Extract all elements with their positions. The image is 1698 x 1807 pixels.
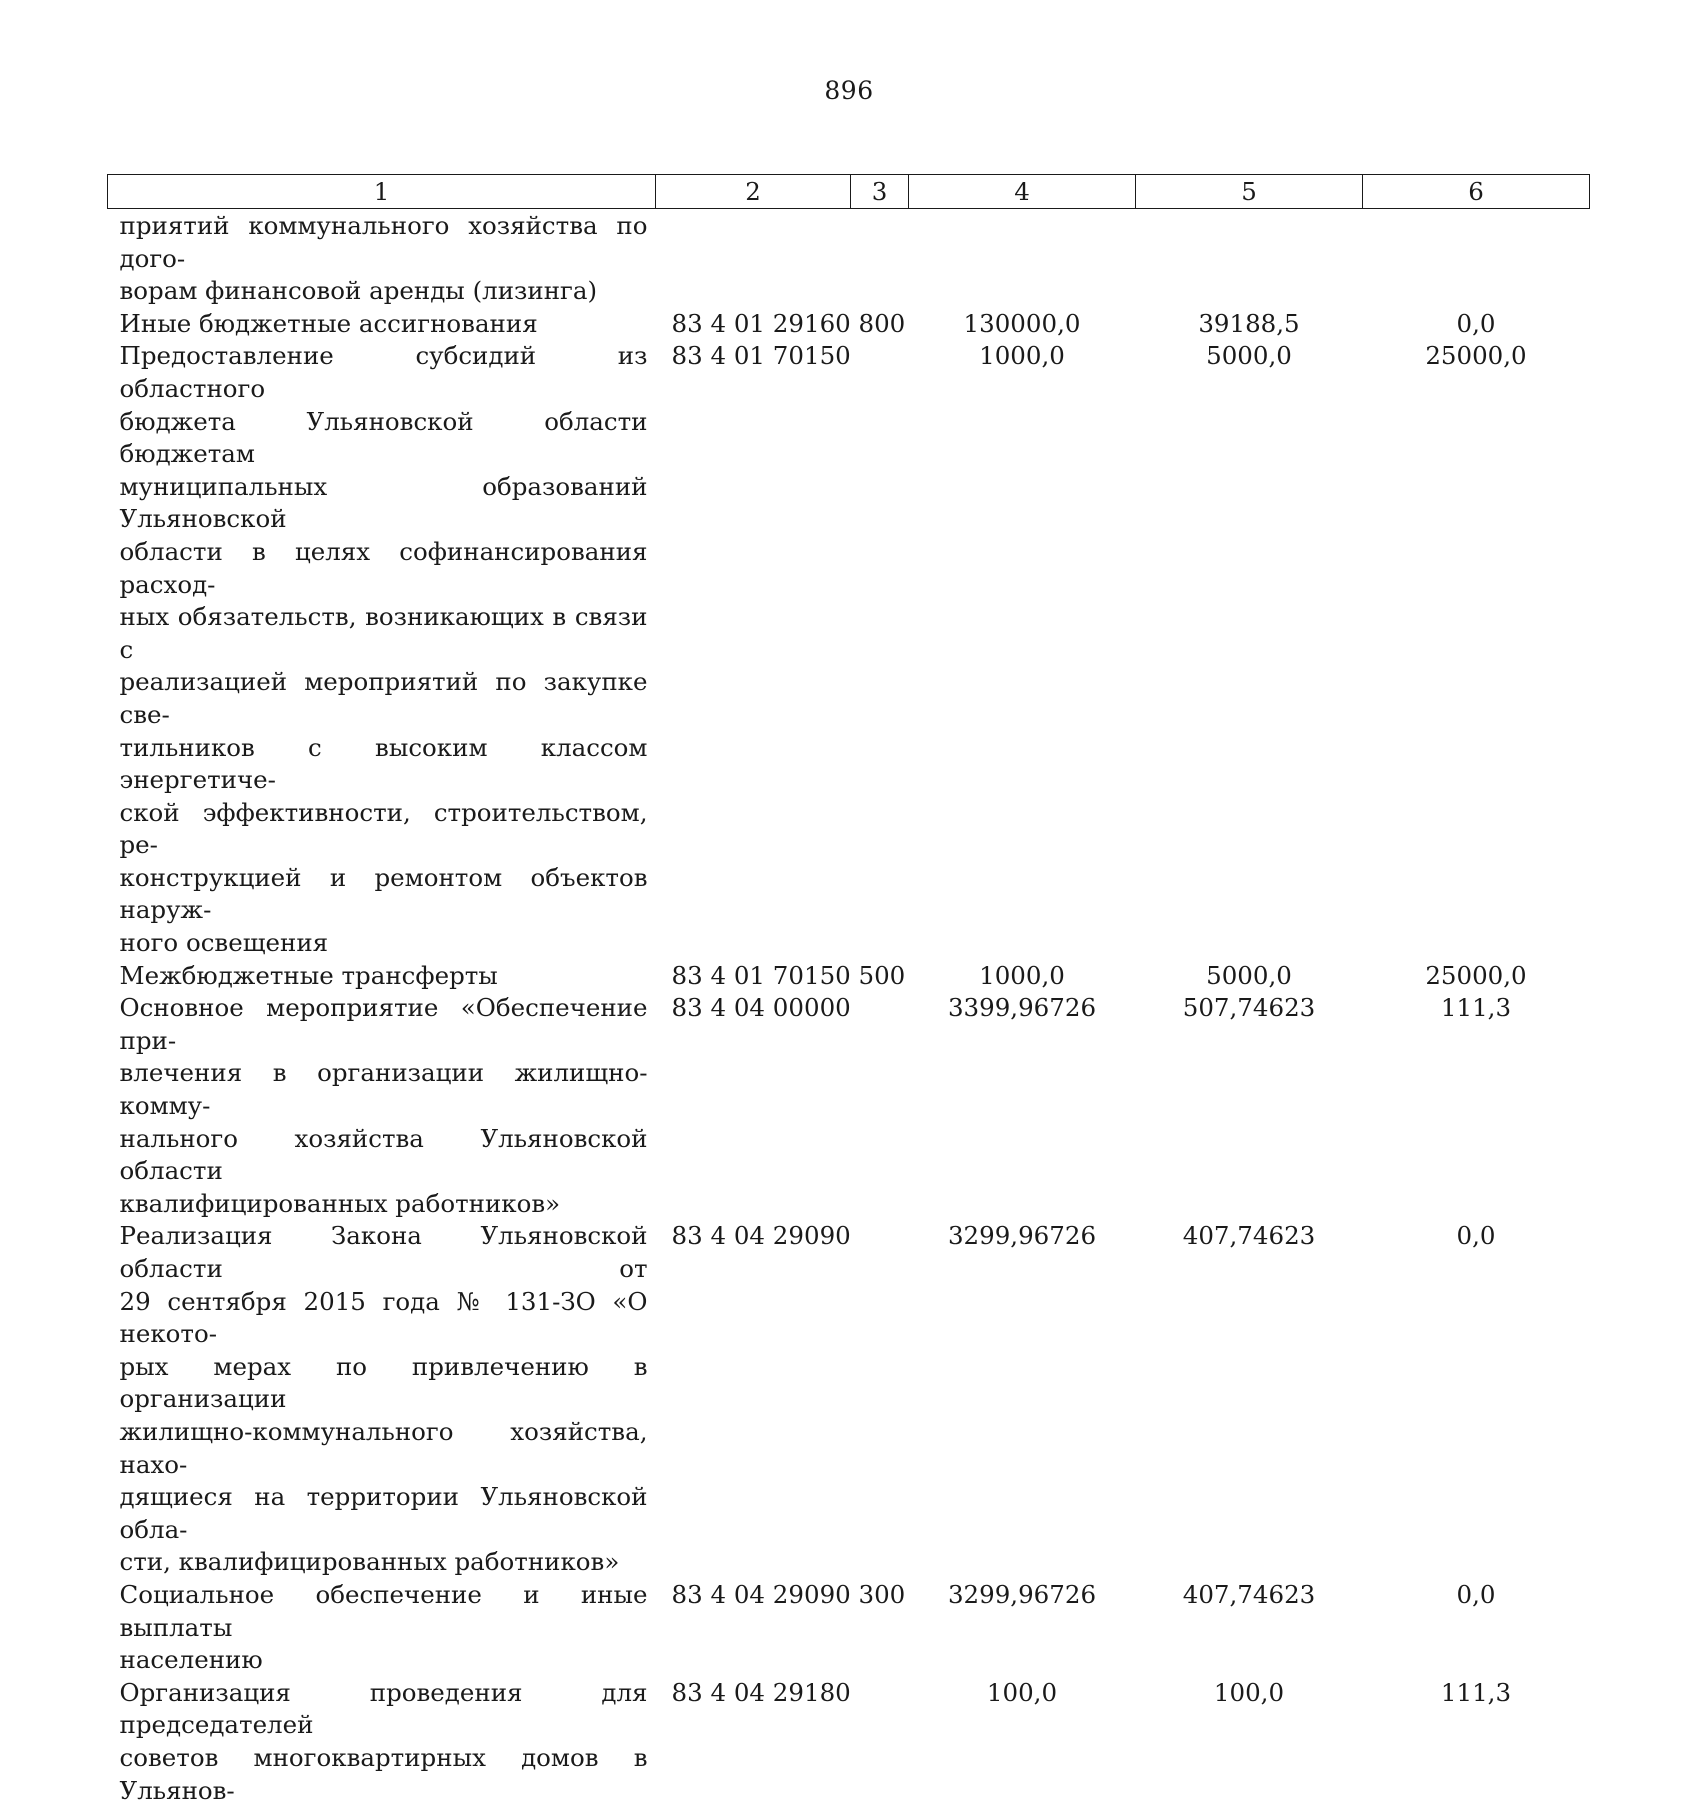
row-code: 83 4 04 29090: [656, 1220, 851, 1579]
row-expense-type: [851, 340, 909, 959]
row-name: [108, 1677, 656, 1807]
row-name-line: Социальное обеспечение и иные выплаты: [120, 1579, 648, 1644]
row-code: 83 4 01 29160: [656, 308, 851, 341]
row-name-line: ской эффективности, строительством, ре-: [120, 797, 648, 862]
row-name-line: 29 сентября 2015 года № 131-ЗО «О некото-: [120, 1286, 648, 1351]
row-value-col6: 0,0: [1363, 308, 1590, 341]
row-value-col5: 5000,0: [1136, 960, 1363, 993]
row-name-line: реализацией мероприятий по закупке све-: [120, 666, 648, 731]
table-body: [108, 209, 1590, 1807]
row-name-line: Предоставление субсидий из областного: [120, 340, 648, 405]
row-name-line: ных обязательств, возникающих в связи с: [120, 601, 648, 666]
table-row: [108, 992, 1590, 1220]
row-expense-type: 500: [851, 960, 909, 993]
row-value-col6: 111,3: [1363, 992, 1590, 1220]
row-expense-type: [851, 1677, 909, 1807]
row-name: [108, 992, 656, 1220]
row-expense-type: 300: [851, 1579, 909, 1677]
row-name-line: Основное мероприятие «Обеспечение при-: [120, 992, 648, 1057]
row-value-col4: 3299,96726: [909, 1220, 1136, 1579]
row-expense-type: [851, 1220, 909, 1579]
row-name-line: ворам финансовой аренды (лизинга): [120, 275, 648, 308]
row-value-col4: 130000,0: [909, 308, 1136, 341]
row-value-col6: 25000,0: [1363, 340, 1590, 959]
row-name: [108, 960, 656, 993]
row-name-line: влечения в организации жилищно-комму-: [120, 1057, 648, 1122]
column-header-2: 2: [656, 175, 851, 209]
row-value-col5: 407,74623: [1136, 1579, 1363, 1677]
row-value-col4: 3399,96726: [909, 992, 1136, 1220]
table-row: [108, 340, 1590, 959]
row-name-line: бюджета Ульяновской области бюджетам: [120, 406, 648, 471]
row-value-col4: 1000,0: [909, 340, 1136, 959]
table-row: [108, 1220, 1590, 1579]
row-expense-type: 800: [851, 308, 909, 341]
table-row: [108, 308, 1590, 341]
row-value-col5: 507,74623: [1136, 992, 1363, 1220]
row-value-col5: [1136, 209, 1363, 308]
row-code: 83 4 04 29180: [656, 1677, 851, 1807]
page-number: 896: [0, 76, 1698, 105]
table-row: [108, 209, 1590, 308]
row-name-line: Организация проведения для председателей: [120, 1677, 648, 1742]
row-name: [108, 209, 656, 308]
row-name-line: конструкцией и ремонтом объектов наруж-: [120, 862, 648, 927]
row-code: [656, 209, 851, 308]
row-name-line: жилищно-коммунального хозяйства, нахо-: [120, 1416, 648, 1481]
row-name-line: советов многоквартирных домов в Ульянов-: [120, 1742, 648, 1807]
row-value-col4: [909, 209, 1136, 308]
row-value-col4: 1000,0: [909, 960, 1136, 993]
row-expense-type: [851, 209, 909, 308]
column-header-3: 3: [851, 175, 909, 209]
row-value-col5: 407,74623: [1136, 1220, 1363, 1579]
row-name-line: Иные бюджетные ассигнования: [120, 308, 648, 341]
table-row: [108, 1579, 1590, 1677]
row-value-col6: 0,0: [1363, 1220, 1590, 1579]
row-code: 83 4 04 29090: [656, 1579, 851, 1677]
row-value-col6: 111,3: [1363, 1677, 1590, 1807]
column-header-1: 1: [108, 175, 656, 209]
row-value-col5: 5000,0: [1136, 340, 1363, 959]
row-value-col6: 25000,0: [1363, 960, 1590, 993]
row-name: [108, 308, 656, 341]
row-name-line: дящиеся на территории Ульяновской обла-: [120, 1481, 648, 1546]
table-row: [108, 1677, 1590, 1807]
row-value-col5: 39188,5: [1136, 308, 1363, 341]
row-name-line: тильников с высоким классом энергетиче-: [120, 732, 648, 797]
budget-table: [107, 174, 1590, 1807]
row-name-line: Реализация Закона Ульяновской области от: [120, 1220, 648, 1285]
row-value-col4: 100,0: [909, 1677, 1136, 1807]
column-header-5: 5: [1136, 175, 1363, 209]
row-name-line: ного освещения: [120, 927, 648, 960]
row-name: [108, 340, 656, 959]
table-header-row: [108, 175, 1590, 209]
row-name-line: муниципальных образований Ульяновской: [120, 471, 648, 536]
row-code: 83 4 01 70150: [656, 960, 851, 993]
column-header-6: 6: [1363, 175, 1590, 209]
row-code: 83 4 04 00000: [656, 992, 851, 1220]
row-name-line: нального хозяйства Ульяновской области: [120, 1123, 648, 1188]
row-name: [108, 1220, 656, 1579]
row-name-line: Межбюджетные трансферты: [120, 960, 648, 993]
row-name-line: сти, квалифицированных работников»: [120, 1546, 648, 1579]
table-row: [108, 960, 1590, 993]
row-value-col6: [1363, 209, 1590, 308]
row-value-col4: 3299,96726: [909, 1579, 1136, 1677]
row-name-line: квалифицированных работников»: [120, 1188, 648, 1221]
row-name: [108, 1579, 656, 1677]
row-name-line: рых мерах по привлечению в организации: [120, 1351, 648, 1416]
row-name-line: приятий коммунального хозяйства по дого-: [120, 210, 648, 275]
row-code: 83 4 01 70150: [656, 340, 851, 959]
row-name-line: области в целях софинансирования расход-: [120, 536, 648, 601]
row-value-col6: 0,0: [1363, 1579, 1590, 1677]
column-header-4: 4: [909, 175, 1136, 209]
row-value-col5: 100,0: [1136, 1677, 1363, 1807]
row-expense-type: [851, 992, 909, 1220]
row-name-line: населению: [120, 1644, 648, 1677]
